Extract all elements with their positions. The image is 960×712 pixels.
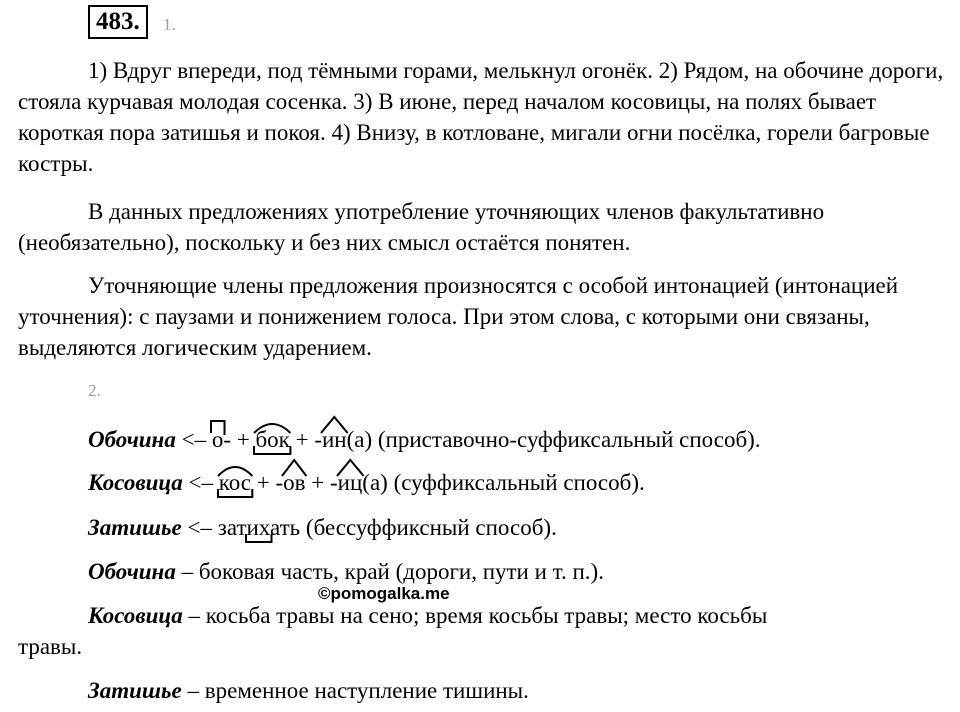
- definition-zatishie: [88, 676, 529, 706]
- morpheme-suffix: ов: [283, 470, 306, 495]
- stem-part: их: [246, 515, 271, 540]
- definition-kosovica: [88, 601, 767, 631]
- part1-paragraph-sentences: 1) Вдруг впереди, под тёмными горами, мелькнул огонёк. 2) Рядом, на обочине дороги, стояла курчавая молодая сосенка. 3) В июне, перед началом косовицы, на полях бывает короткая пора затишья и покоя. 4) Внизу, в котловане, мигали огни посёлка, горели багровые костры.: [18, 58, 944, 176]
- morpheme-root: бок: [255, 427, 290, 452]
- morpheme-separator: - +: [223, 427, 256, 452]
- arrow: <–: [182, 470, 219, 495]
- morpheme-separator: + -: [251, 470, 284, 495]
- part2-marker: 2.: [88, 381, 101, 400]
- part1-marker: 1.: [163, 15, 176, 34]
- morpheme-root: кос: [218, 470, 251, 495]
- word: Косовица: [88, 603, 183, 628]
- morpheme-suffix: иц: [337, 470, 363, 495]
- word: Обочина: [88, 427, 176, 452]
- word-formation-obochina: [88, 425, 761, 455]
- formation-method: (суффиксальный способ).: [387, 470, 645, 495]
- word: Затишье: [88, 678, 182, 703]
- word: Обочина: [88, 559, 176, 584]
- word: Затишье: [88, 515, 182, 540]
- exercise-number: 483.: [88, 5, 148, 39]
- verb-suffix-ending: ать: [270, 515, 301, 540]
- definition-text: – боковая часть, край (дороги, пути и т. п.).: [175, 559, 604, 584]
- word-formation-zatishie: [88, 513, 557, 543]
- definition-text: – временное наступление тишины.: [181, 678, 529, 703]
- stem-part: зат: [217, 515, 247, 540]
- formation-method: (приставочно-суффиксальный способ).: [372, 427, 761, 452]
- arrow: <–: [181, 515, 218, 540]
- definition-obochina: [88, 557, 604, 587]
- watermark: ©pomogalka.me: [318, 584, 450, 603]
- definition-text: – косьба травы на сено; время косьбы травы; место косьбы: [182, 603, 768, 628]
- morpheme-separator: + -: [289, 427, 322, 452]
- part1-paragraph-optional: В данных предложениях употребление уточняющих членов факультативно (необязательно), поскольку и без них смысл остаётся понятен.: [18, 199, 825, 255]
- part1-paragraph-intonation: Уточняющие члены предложения произносятся с особой интонацией (интонацией уточнения): с паузами и понижением голоса. При этом слова, с которыми они связаны, выделяются логическим ударением.: [18, 273, 899, 360]
- morpheme-prefix: о: [211, 427, 224, 452]
- morpheme-ending: (а): [346, 427, 373, 452]
- word: Косовица: [88, 470, 183, 495]
- morpheme-separator: + -: [305, 470, 338, 495]
- definition-kosovica-continuation: травы.: [18, 634, 83, 659]
- formation-method: (бессуффиксный способ).: [300, 515, 557, 540]
- morpheme-ending: (а): [362, 470, 388, 495]
- morpheme-suffix: ин: [321, 427, 347, 452]
- arrow: <–: [175, 427, 212, 452]
- word-formation-kosovica: [88, 468, 645, 498]
